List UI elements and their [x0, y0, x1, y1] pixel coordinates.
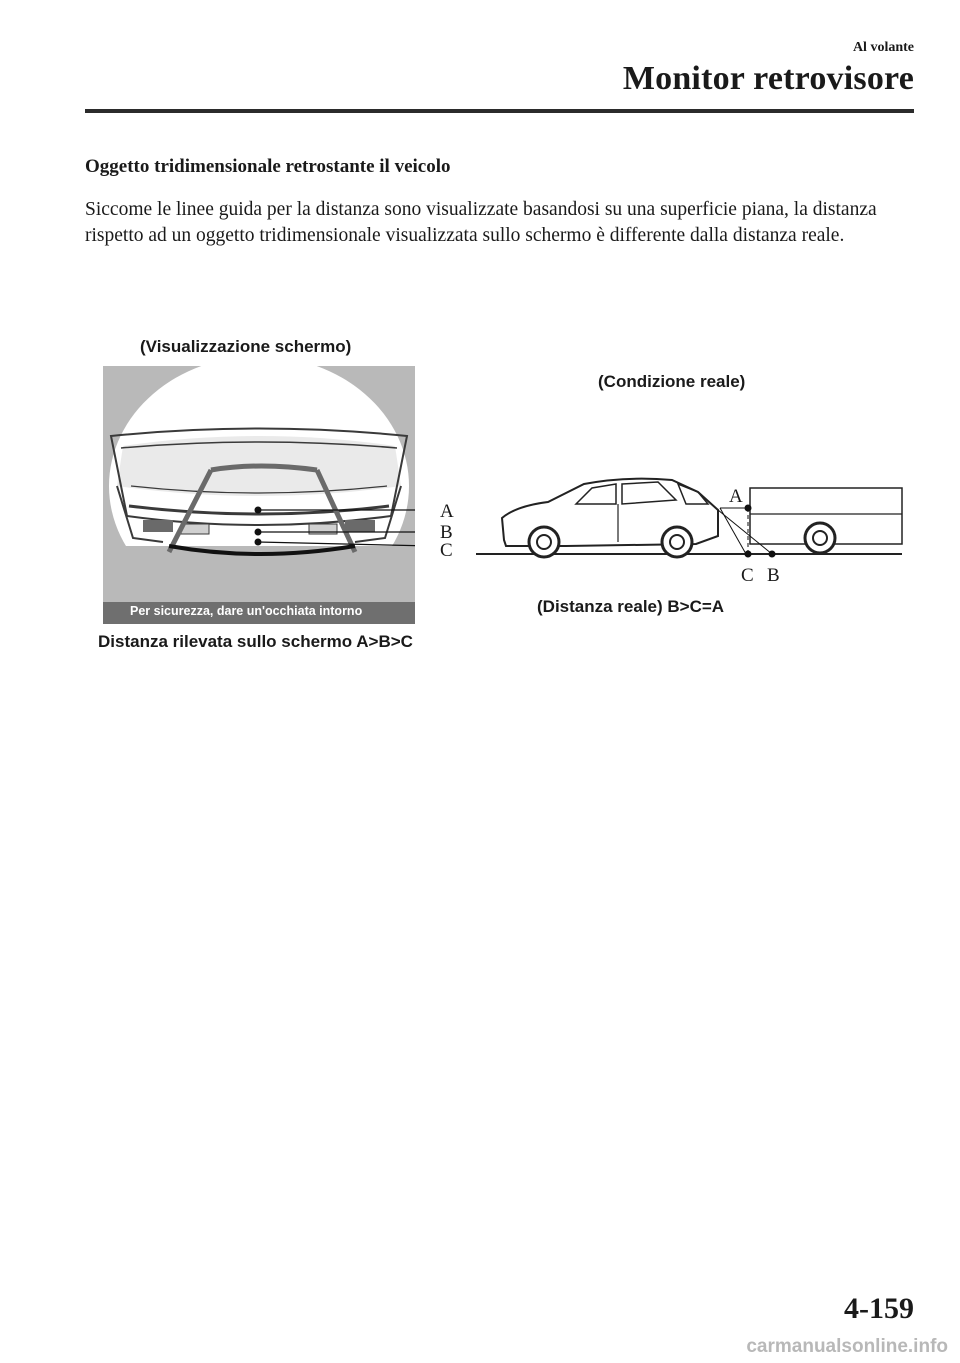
real-label-c: C: [741, 565, 754, 586]
screen-banner: Per sicurezza, dare un'occhiata intorno: [130, 604, 363, 618]
screen-distance-caption: Distanza rilevata sullo schermo A>B>C: [98, 632, 413, 651]
screen-label-c: C: [440, 540, 453, 561]
title-divider: [85, 109, 914, 113]
real-label-a: A: [729, 486, 743, 507]
real-distance-caption: (Distanza reale) B>C=A: [537, 597, 725, 616]
page-number: 4-159: [844, 1292, 914, 1325]
real-label-b: B: [767, 565, 780, 586]
subheading: Oggetto tridimensionale retrostante il veicolo: [85, 156, 451, 177]
watermark: carmanualsonline.info: [746, 1336, 948, 1357]
real-condition-illustration: [476, 470, 906, 590]
chapter-title: Al volante: [852, 40, 914, 55]
real-view-caption: (Condizione reale): [598, 372, 746, 391]
body-paragraph: Siccome le linee guida per la distanza sono visualizzate basandosi su una superficie piana, la distanza rispetto ad un oggetto tridimensionale visualizzata sullo schermo è differente dalla distanza reale.: [85, 199, 877, 246]
screen-label-b: B: [440, 522, 453, 543]
screen-view-illustration: [103, 366, 415, 624]
screen-view-caption: (Visualizzazione schermo): [140, 337, 352, 356]
section-title: Monitor retrovisore: [622, 60, 914, 97]
screen-label-a: A: [440, 501, 454, 522]
